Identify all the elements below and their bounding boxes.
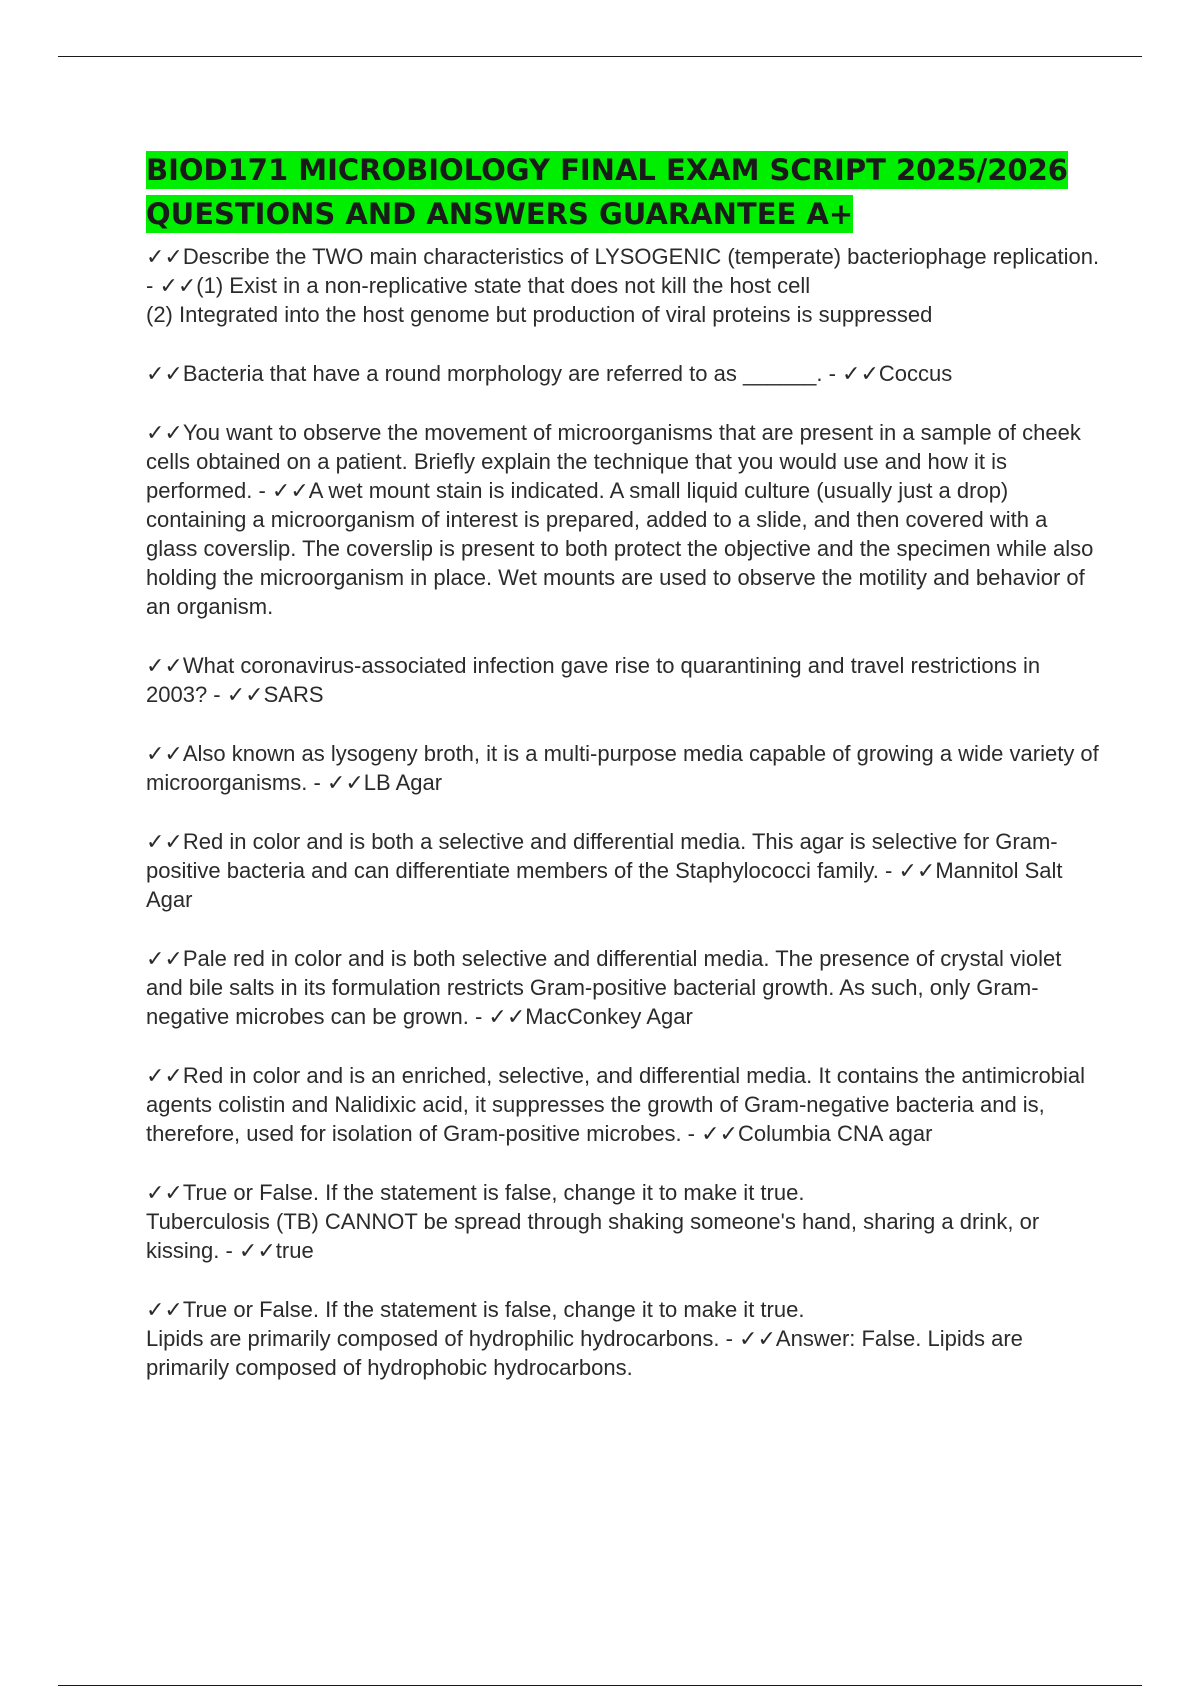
qa-item: ✓✓Describe the TWO main characteristics of LYSOGENIC (temperate) bacteriophage replication. - ✓✓(1) Exist in a non-replicative state that does not kill the host cell (2) Integrated into the host genome but production of viral proteins is suppressed <box>146 244 1100 327</box>
qa-item: ✓✓Red in color and is an enriched, selective, and differential media. It contains the antimicrobial agents colistin and Nalidixic acid, it suppresses the growth of Gram-negative bacteria and is, therefore, used for isolation of Gram-positive microbes. - ✓✓Columbia CNA agar <box>146 1063 1085 1146</box>
qa-item: ✓✓Red in color and is both a selective and differential media. This agar is selective for Gram-positive bacteria and can differentiate members of the Staphylococci family. - ✓✓Mannitol Salt Agar <box>146 829 1063 912</box>
qa-item: ✓✓What coronavirus-associated infection gave rise to quarantining and travel restrictions in 2003? - ✓✓SARS <box>146 653 1041 707</box>
qa-item: ✓✓Bacteria that have a round morphology are referred to as ______. - ✓✓Coccus <box>146 361 953 386</box>
qa-item: ✓✓Also known as lysogeny broth, it is a multi-purpose media capable of growing a wide variety of microorganisms. - ✓✓LB Agar <box>146 741 1099 795</box>
qa-item: ✓✓True or False. If the statement is false, change it to make it true. Lipids are primarily composed of hydrophilic hydrocarbons. - ✓✓Answer: False. Lipids are primarily composed of hydrophobic hydrocarbons. <box>146 1297 1023 1380</box>
document-body <box>146 148 1101 1412</box>
title-line-1: BIOD171 MICROBIOLOGY FINAL EXAM SCRIPT 2025/2026 <box>146 153 1068 187</box>
qa-item: ✓✓True or False. If the statement is false, change it to make it true. Tuberculosis (TB) CANNOT be spread through shaking someone's hand, sharing a drink, or kissing. - ✓✓true <box>146 1180 1040 1263</box>
qa-item: ✓✓Pale red in color and is both selective and differential media. The presence of crystal violet and bile salts in its formulation restricts Gram-positive bacterial growth. As such, only Gram-negative microbes can be grown. - ✓✓MacConkey Agar <box>146 946 1062 1029</box>
question-answer-list <box>146 242 1101 1382</box>
title-line-2: QUESTIONS AND ANSWERS GUARANTEE A+ <box>146 197 854 231</box>
bottom-divider <box>58 1685 1142 1686</box>
top-divider <box>58 56 1142 57</box>
qa-item: ✓✓You want to observe the movement of microorganisms that are present in a sample of cheek cells obtained on a patient. Briefly explain the technique that you would use and how it is performed. - ✓✓A wet mount stain is indicated. A small liquid culture (usually just a drop) containing a microorganism of interest is prepared, added to a slide, and then covered with a glass coverslip. The coverslip is present to both protect the objective and the specimen while also holding the microorganism in place. Wet mounts are used to observe the motility and behavior of an organism. <box>146 420 1094 619</box>
document-title <box>146 148 1101 236</box>
